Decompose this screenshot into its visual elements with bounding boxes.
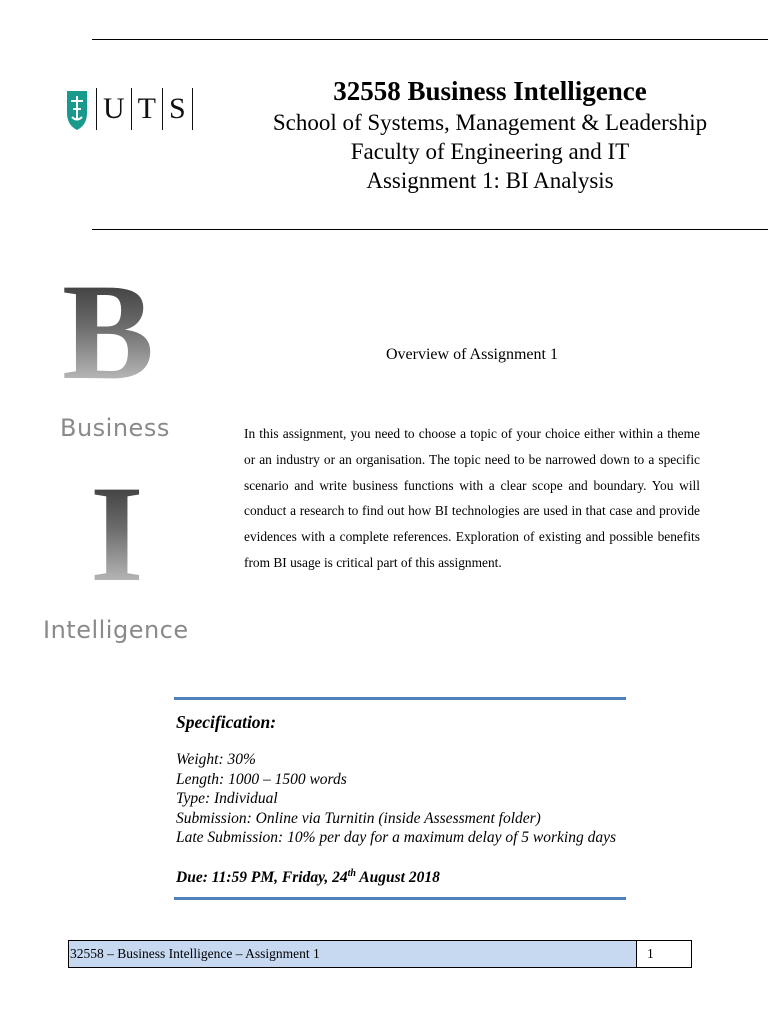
specification-top-rule bbox=[174, 697, 626, 700]
spec-length: Length: 1000 – 1500 words bbox=[176, 770, 347, 788]
spec-due-date bbox=[176, 868, 440, 887]
uts-shield-icon bbox=[66, 87, 88, 131]
due-rest: August 2018 bbox=[356, 869, 440, 887]
due-prefix: Due: 11:59 PM, Friday, 24 bbox=[176, 869, 348, 887]
page-footer bbox=[68, 940, 692, 968]
spec-weight: Weight: 30% bbox=[176, 751, 256, 768]
logo-letter: T bbox=[137, 92, 156, 125]
overview-title: Overview of Assignment 1 bbox=[386, 346, 558, 363]
specification-heading: Specification: bbox=[176, 712, 277, 732]
faculty-name: Faculty of Engineering and IT bbox=[350, 139, 630, 164]
big-letter-i: I bbox=[90, 457, 144, 610]
header-bottom-rule bbox=[92, 229, 768, 230]
specification-bottom-rule bbox=[174, 897, 626, 900]
page-number: 1 bbox=[636, 941, 691, 967]
logo-divider bbox=[192, 88, 193, 130]
logo-letter: S bbox=[169, 92, 186, 125]
logo-letter: U bbox=[103, 92, 125, 125]
school-name: School of Systems, Management & Leadership bbox=[272, 110, 708, 135]
side-word-business: Business bbox=[60, 414, 170, 442]
due-ordinal-suffix: th bbox=[347, 868, 356, 879]
top-rule bbox=[92, 39, 768, 40]
spec-late-submission: Late Submission: 10% per day for a maximum delay of 5 working days bbox=[176, 829, 616, 847]
footer-text: 32558 – Business Intelligence – Assignment 1 bbox=[69, 941, 636, 967]
specification-list bbox=[176, 750, 616, 848]
course-title: 32558 Business Intelligence bbox=[333, 76, 647, 106]
big-letter-b: B bbox=[62, 255, 155, 408]
spec-submission: Submission: Online via Turnitin (inside Assessment folder) bbox=[176, 809, 541, 827]
overview-body: In this assignment, you need to choose a topic of your choice either within a theme or an industry or an organisation. The topic need to be narrowed down to a specific scenario and write business functions with a clear scope and boundary. You will conduct a research to find out how BI technologies are used in that case and provide evidences with a complete references. Exploration of existing and possible benefits from BI usage is critical part of this assignment. bbox=[244, 426, 700, 570]
assignment-title: Assignment 1: BI Analysis bbox=[366, 168, 614, 193]
document-header bbox=[240, 74, 740, 195]
spec-type: Type: Individual bbox=[176, 790, 278, 808]
side-word-intelligence: Intelligence bbox=[43, 616, 189, 644]
uts-logo bbox=[66, 86, 193, 132]
